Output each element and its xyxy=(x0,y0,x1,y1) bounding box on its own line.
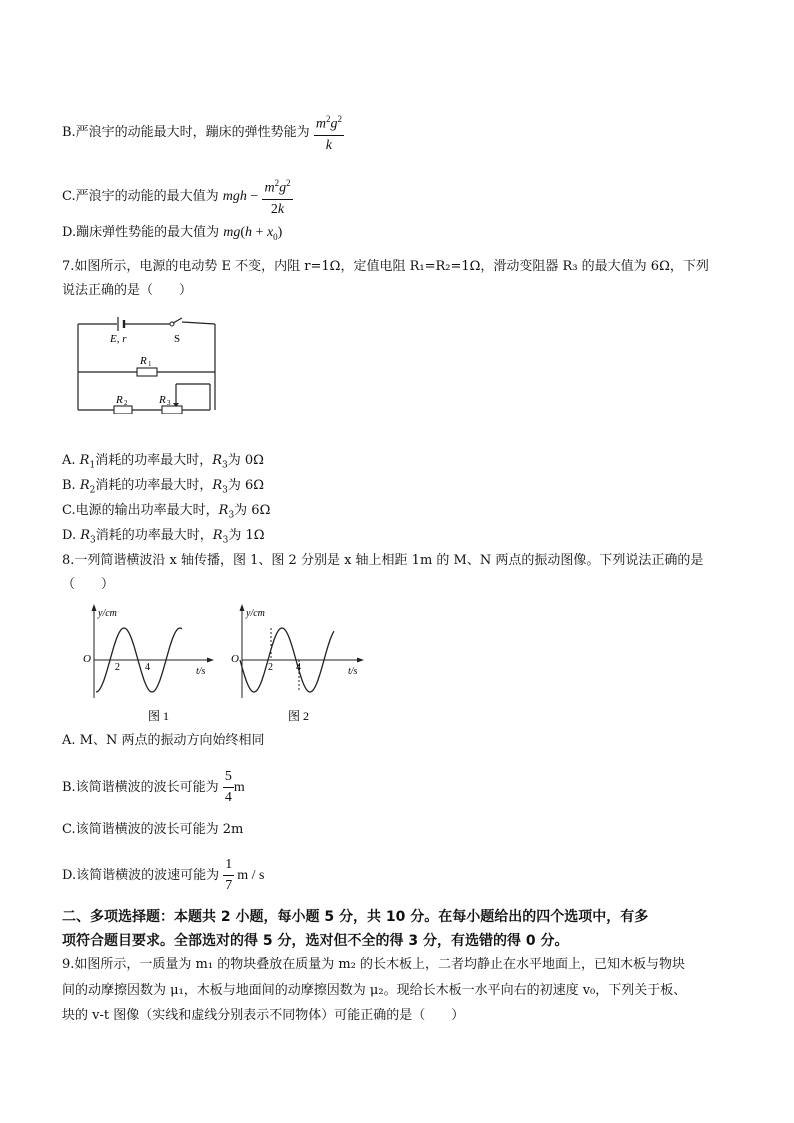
q9-line3: 块的 v-t 图像（实线和虚线分别表示不同物体）可能正确的是（ ） xyxy=(62,1008,465,1023)
q8-option-b: B.该简谐横波的波长可能为 $\frac{5}{4}$ m xyxy=(62,769,245,805)
fig2-y-label: y/cm xyxy=(246,608,265,619)
q6-option-c: C.严浪宇的动能的最大值为 mgh − $\frac{m^2g^2}{2k}$ xyxy=(62,174,293,219)
q8-stem-line1: 8.一列简谐横波沿 x 轴传播，图 1、图 2 分别是 x 轴上相距 1m 的 M、N 两点的振动图像。下列说法正确的是 xyxy=(62,553,704,568)
q7-option-d: D. $R_3$消耗的功率最大时，$R_3$为 1Ω xyxy=(62,528,265,546)
resistor-r1-icon xyxy=(137,368,157,376)
circuit-switch-label: S xyxy=(174,333,181,345)
rheostat-r3-icon xyxy=(162,406,182,414)
circuit-r1-label: R xyxy=(140,355,147,367)
q6-option-c-formula: $\frac{m^2g^2}{2k}$ xyxy=(262,174,292,219)
fig2-y-arrow-icon xyxy=(240,604,245,611)
fig1-tick-2: 2 xyxy=(115,662,120,673)
q7-circuit-diagram xyxy=(70,314,220,414)
circuit-r3-sub: 3 xyxy=(167,399,171,407)
q7-stem-line2: 说法正确的是（ ） xyxy=(62,283,193,298)
q6-option-d-formula: $mg(h + x_0)$ xyxy=(223,225,283,242)
q8-option-a: A. M、N 两点的振动方向始终相同 xyxy=(62,733,265,748)
fig1-y-label: y/cm xyxy=(98,608,117,619)
fig2-tick-4: 4 xyxy=(296,662,301,673)
fig2-x-arrow-icon xyxy=(357,658,364,663)
q7-option-b: B. $R_2$消耗的功率最大时，$R_3$为 6Ω xyxy=(62,478,265,496)
q7-stem-line1: 7.如图所示，电源的电动势 E 不变，内阻 r=1Ω，定值电阻 R₁=R₂=1Ω，滑动变阻器 R₃ 的最大值为 6Ω，下列 xyxy=(62,259,709,274)
q8-figure-1 xyxy=(78,602,218,728)
fig2-origin: O xyxy=(231,653,239,665)
q6-option-d-text: D.蹦床弹性势能的最大值为 xyxy=(62,225,220,240)
q6-option-b-text: B.严浪宇的动能最大时，蹦床的弹性势能为 xyxy=(62,124,310,140)
fig1-caption: 图 1 xyxy=(148,709,170,723)
q6-option-c-text: C.严浪宇的动能的最大值为 xyxy=(62,188,219,204)
circuit-r3-label: R xyxy=(159,394,166,406)
circuit-r2-sub: 2 xyxy=(124,399,128,407)
fig2-x-label: t/s xyxy=(348,666,358,677)
circuit-r2-label: R xyxy=(116,394,123,406)
fig1-x-arrow-icon xyxy=(207,658,214,663)
q8-option-d: D.该简谐横波的波速可能为 $\frac{1}{7}$ m / s xyxy=(62,857,265,893)
circuit-r1-sub: 1 xyxy=(148,360,152,368)
switch-blade-icon xyxy=(173,318,182,323)
fig2-caption: 图 2 xyxy=(288,709,310,723)
resistor-r2-icon xyxy=(114,406,132,414)
section2-header-line1: 二、多项选择题：本题共 2 小题，每小题 5 分，共 10 分。在每小题给出的四个选项中，有多 xyxy=(62,909,649,925)
q6-option-b-formula: $\frac{m^2g^2}{k}$ xyxy=(314,110,344,155)
q8-option-c: C.该简谐横波的波长可能为 2m xyxy=(62,822,244,837)
q8-figure-2 xyxy=(226,602,370,728)
fig1-origin: O xyxy=(83,653,91,665)
fig1-y-arrow-icon xyxy=(92,604,97,611)
fig1-x-label: t/s xyxy=(196,666,206,677)
q8-stem-line2: （ ） xyxy=(62,577,115,592)
q9-line2: 间的动摩擦因数为 μ₁，木板与地面间的动摩擦因数为 μ₂。现给长木板一水平向右的初速度 v₀，下列关于板、 xyxy=(62,983,687,998)
q7-option-a: A. $R_1$消耗的功率最大时，$R_3$为 0Ω xyxy=(62,453,264,471)
q9-line1: 9.如图所示，一质量为 m₁ 的物块叠放在质量为 m₂ 的长木板上，二者均静止在水平地面上，已知木板与物块 xyxy=(62,957,686,972)
q6-option-d xyxy=(62,224,282,246)
q6-option-b xyxy=(62,110,344,155)
fig2-tick-2: 2 xyxy=(268,662,273,673)
fig1-tick-4: 4 xyxy=(145,662,150,673)
q7-option-c: C.电源的输出功率最大时，$R_3$为 6Ω xyxy=(62,503,271,521)
circuit-source-label: E, r xyxy=(110,333,127,345)
section2-header-line2: 项符合题目要求。全部选对的得 5 分，选对但不全的得 3 分，有选错的得 0 分。 xyxy=(62,933,569,949)
